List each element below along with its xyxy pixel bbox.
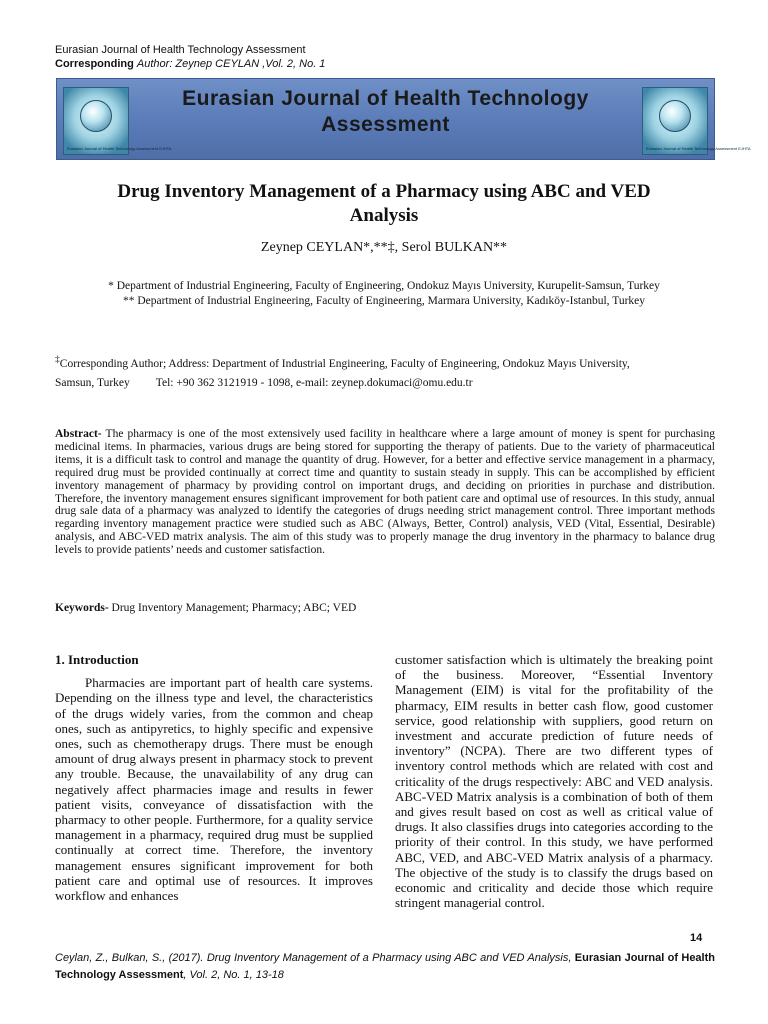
keywords [55, 602, 715, 614]
citation-volume: , Vol. 2, No. 1, 13-18 [183, 969, 284, 981]
journal-name: Eurasian Journal of Health Technology Assessment [55, 44, 306, 56]
authors: Zeynep CEYLAN*,**‡, Serol BULKAN** [260, 240, 508, 255]
citation-journal-part2: Journal of Health Technology Assessment [55, 952, 715, 981]
paper-title [60, 180, 708, 228]
page-number: 14 [690, 932, 703, 944]
intro-column-right [395, 652, 713, 910]
abstract-label: Abstract- [55, 428, 102, 440]
affiliation-1: * Department of Industrial Engineering, Faculty of Engineering, Ondokuz Mayıs University, Kurupelit-Samsun, Turkey [108, 280, 660, 292]
intro-paragraph-left: Pharmacies are important part of health care systems. Depending on the illness type and level, the characteristics of the drugs widely varies, from the common and cheap ones, such as antipyretics, to highly specific and expensive ones, such as chemotherapy drugs. There must be enough amount of drug always present in pharmacy stock to prevent any trouble. Because, the unavailability of any drug can negatively affect pharmacies image and results in fewer patient visits, conveyance of dissatisfaction with the pharmacy to other people. Furthermore, for a quality service management in a pharmacy, required drug must be supplied continually at correct time. Therefore, the inventory management ensures significant improvement for both patient care and optimal use of resources. It improves workflow and enhances [55, 675, 373, 904]
running-header [55, 43, 325, 71]
journal-banner [56, 78, 751, 160]
abstract [55, 428, 715, 557]
affiliation-2: ** Department of Industrial Engineering, Faculty of Engineering, Marmara University, Kadıköy-Istanbul, Turkey [122, 295, 646, 307]
keywords-label: Keywords- [55, 602, 109, 614]
intro-column-left [55, 652, 373, 903]
corresponding-label: Corresponding [55, 58, 134, 70]
journal-logo-right [642, 87, 751, 155]
banner-title [57, 86, 714, 138]
citation-text: Ceylan, Z., Bulkan, S., (2017). Drug Inventory Management of a Pharmacy using ABC and VED Analysis, [55, 952, 572, 964]
dagger-mark: ‡ [55, 354, 60, 365]
globe-icon [659, 100, 691, 132]
corresponding-address: Corresponding Author; Address: Department of Industrial Engineering, Faculty of Engineering, Ondokuz Mayıs University, [59, 357, 630, 370]
section-heading-introduction: 1. Introduction [55, 652, 139, 667]
intro-paragraph-right: customer satisfaction which is ultimately the breaking point of the business. Moreover, “Essential Inventory Management (EIM) is vital for the profitability of the pharmacy, EIM results in better cash flow, good customer service, good relationship with suppliers, good return on investment and accurate prediction of future needs of inventory” (NCPA). There are two different types of inventory control methods which are related with cost and criticality of the drugs respectively: ABC and VED analysis. ABC-VED Matrix analysis is a combination of both of them and gives result based on cost as well as critical value of drugs. It also classifies drugs into categories according to the priority of their control. In this study, we have performed ABC, VED, and ABC-VED Matrix analysis of a pharmacy. The objective of the study is to classify the drugs based on economic and criticality and decide those which require stringent managerial control. [395, 652, 713, 911]
citation-journal-part1: Eurasian [574, 952, 622, 964]
paper-title-line1: Drug Inventory Management of a Pharmacy using ABC and VED [117, 181, 651, 202]
logo-caption-right: Eurasian Journal of Health Technology Assessment EJHTA [646, 146, 751, 151]
corresponding-contact: Tel: +90 362 3121919 - 1098, e-mail: zeynep.dokumaci@omu.edu.tr [155, 376, 473, 389]
paper-title-line2: Analysis [349, 205, 419, 226]
keywords-text: Drug Inventory Management; Pharmacy; ABC; VED [111, 602, 357, 614]
corresponding-detail: Author: Zeynep CEYLAN ,Vol. 2, No. 1 [136, 58, 326, 70]
footer-citation [55, 950, 715, 984]
logo-caption-left: Eurasian Journal of Health Technology Assessment EJHTA [67, 146, 172, 151]
corresponding-line [55, 57, 325, 71]
banner-title-line1: Eurasian Journal of Health Technology [182, 87, 589, 110]
abstract-text: The pharmacy is one of the most extensively used facility in healthcare where a large amount of money is spent for purchasing medicinal items. In pharmacies, various drugs are being stored for supporting the therapy of patients. Due to the variety of pharmaceutical items, it is a difficult task to control and manage the quantity of drug. However, for a better and effective service management in a pharmacy, required drug must be provided continually at correct time and quantity to sustain steady in supply. This can be accomplished by efficient inventory management of pharmacy by providing control on important drugs, and deciding on priorities in purchase and distribution. Therefore, the inventory management ensures significant improvement for both patient care and optimal use of resources. In this study, annual drug sale data of a pharmacy was analyzed to identify the categories of drugs needing strict management control. Three important methods regarding inventory management practice were studied such as ABC (Always, Better, Control) analysis, VED (Vital, Essential, Desirable) analysis, and ABC-VED matrix analysis. The aim of this study was to properly manage the drug inventory in the pharmacy to balance drug levels to provide patients’ needs and customer satisfaction. [55, 428, 715, 557]
corresponding-city: Samsun, Turkey [55, 376, 130, 389]
banner-title-line2: Assessment [321, 113, 450, 136]
corresponding-author [55, 350, 715, 393]
